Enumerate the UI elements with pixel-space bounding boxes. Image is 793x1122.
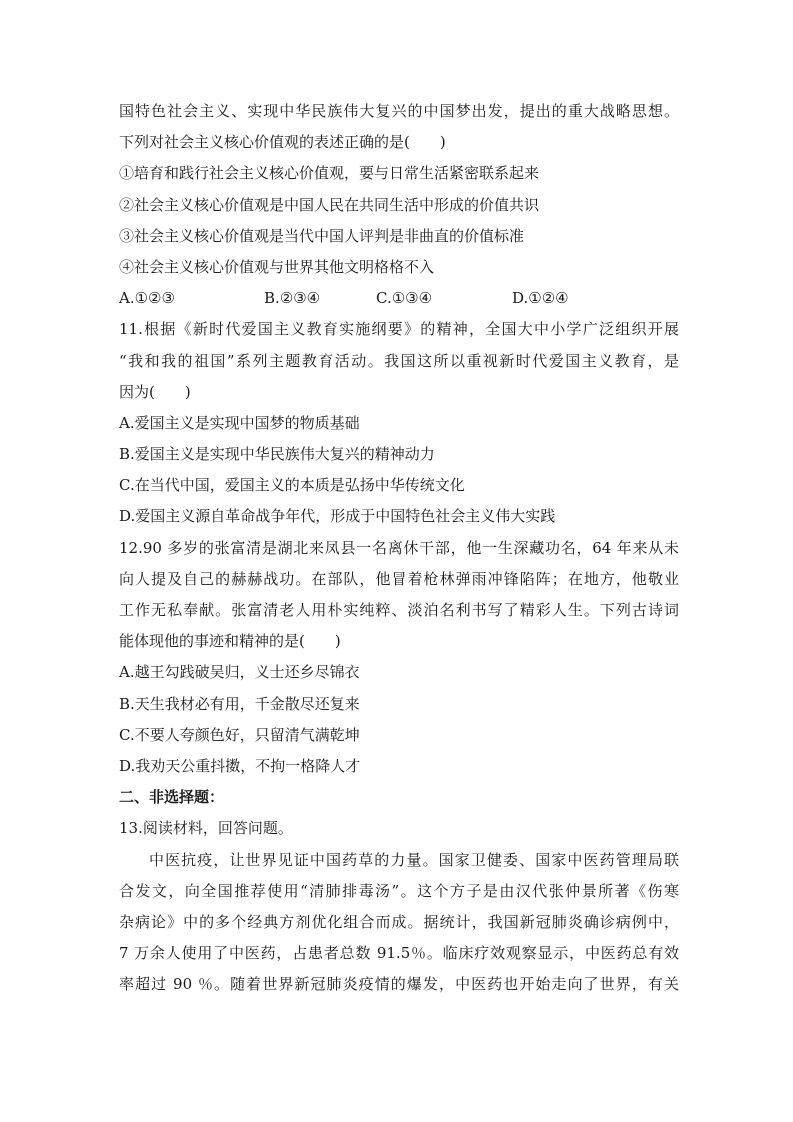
q12-stem-line-1: 12.90 多岁的张富清是湖北来凤县一名离休干部，他一生深藏功名，64 年来从未 [119,538,679,557]
q10-statement-1: ①培育和践行社会主义核心价值观，要与日常生活紧密联系起来 [119,164,540,183]
q11-option-b: B.爱国主义是实现中华民族伟大复兴的精神动力 [119,445,435,464]
q12-stem-line-2: 向人提及自己的赫赫战功。在部队，他冒着枪林弹雨冲锋陷阵；在地方，他敬业 [119,569,679,588]
q10-option-a: A.①②③ [119,289,175,308]
q10-option-d: D.①②④ [512,289,569,308]
q11-stem-line-3: 因为( ) [119,382,191,401]
q13-paragraph-line-4: 7 万余人使用了中医药，占患者总数 91.5％。临床疗效观察显示，中医药总有效 [119,944,679,963]
q13-paragraph-line-1: 中医抗疫，让世界见证中国药草的力量。国家卫健委、国家中医药管理局联 [149,850,679,869]
q10-statement-4: ④社会主义核心价值观与世界其他文明格格不入 [119,257,435,276]
q13-paragraph-line-2: 合发文，向全国推荐使用“清肺排毒汤”。这个方子是由汉代张仲景所著《伤寒 [119,881,679,900]
q13-paragraph-line-5: 率超过 90 ％。随着世界新冠肺炎疫情的爆发，中医药也开始走向了世界，有关 [119,975,679,994]
q11-option-d: D.爱国主义源自革命战争年代，形成于中国特色社会主义伟大实践 [119,507,556,526]
q10-options-row [119,283,679,314]
page-content [119,96,679,1000]
q12-option-a: A.越王勾践破吴归，义士还乡尽锦衣 [119,663,360,682]
q12-stem-line-4: 能体现他的事迹和精神的是( ) [119,632,341,651]
q10-statement-3: ③社会主义核心价值观是当代中国人评判是非曲直的价值标准 [119,226,525,245]
q11-stem-line-1: 11.根据《新时代爱国主义教育实施纲要》的精神，全国大中小学广泛组织开展 [119,320,679,339]
q13-title: 13.阅读材料，回答问题。 [119,819,293,838]
q12-option-d: D.我劝天公重抖擞，不拘一格降人才 [119,756,361,775]
q11-option-a: A.爱国主义是实现中国梦的物质基础 [119,413,360,432]
q10-stem-line-2: 下列对社会主义核心价值观的表述正确的是( ) [119,133,446,152]
q12-option-b: B.天生我材必有用，千金散尽还复来 [119,694,360,713]
q10-stem-line-1: 国特色社会主义、实现中华民族伟大复兴的中国梦出发，提出的重大战略思想。 [119,102,679,120]
q11-stem-line-2: “我和我的祖国”系列主题教育活动。我国这所以重视新时代爱国主义教育，是 [119,351,679,370]
q10-option-b: B.②③④ [264,289,321,308]
q10-statement-2: ②社会主义核心价值观是中国人民在共同生活中形成的价值共识 [119,195,540,214]
section-heading: 二、非选择题： [119,788,225,807]
q10-option-c: C.①③④ [376,289,433,308]
q12-stem-line-3: 工作无私奉献。张富清老人用朴实纯粹、淡泊名利书写了精彩人生。下列古诗词 [119,601,679,619]
q12-option-c: C.不要人夸颜色好，只留清气满乾坤 [119,725,360,744]
q11-option-c: C.在当代中国，爱国主义的本质是弘扬中华传统文化 [119,476,465,495]
q13-paragraph-line-3: 杂病论》中的多个经典方剂优化组合而成。据统计，我国新冠肺炎确诊病例中， [119,912,679,931]
